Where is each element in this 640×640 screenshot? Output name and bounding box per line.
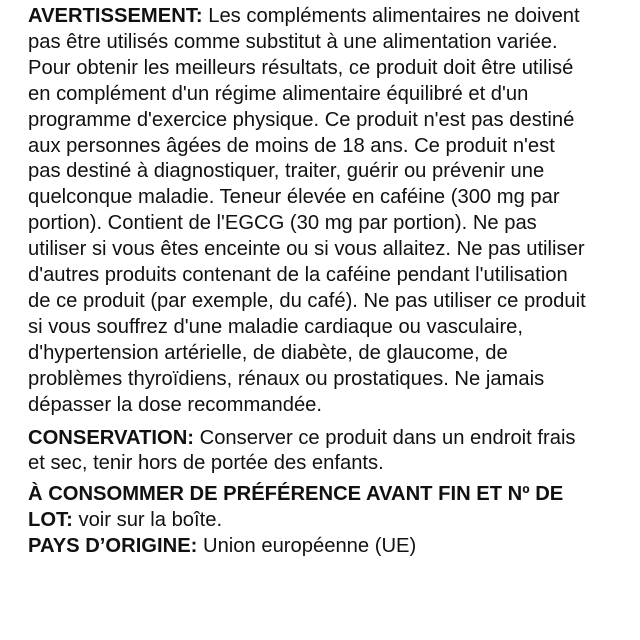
best-before-heading: À CONSOMMER DE PRÉFÉRENCE AVANT FIN ET Nº DE LOT: [28, 483, 564, 532]
warning-text: Les compléments alimentaires ne doivent pas être utilisés comme substitut à une alimentation variée. Pour obtenir les meilleurs résultats, ce produit doit être utilisé en complément d'un régime alimentaire équilibré et d'un programme d'exercice physique. Ce produit n'est pas destiné aux personnes âgées de moins de 18 ans. Ce produit n'est pas destiné à diagnostiquer, traiter, guérir ou prévenir une quelconque maladie. Teneur élevée en caféine (300 mg par portion). Contient de l'EGCG (30 mg par portion). Ne pas utiliser si vous êtes enceinte ou si vous allaitez. Ne pas utiliser d'autres produits contenant de la caféine pendant l'utilisation de ce produit (par exemple, du café). Ne pas utiliser ce produit si vous souffrez d'une maladie cardiaque ou vasculaire, d'hypertension artérielle, de diabète, de glaucome, de problèmes thyroïdiens, rénaux ou prostatiques. Ne jamais dépasser la dose recommandée. [28, 5, 586, 416]
storage-paragraph [28, 426, 588, 478]
warning-paragraph [28, 4, 588, 419]
storage-text: Conserver ce produit dans un endroit frais et sec, tenir hors de portée des enfants. [28, 426, 576, 475]
warning-heading: AVERTISSEMENT: [28, 5, 203, 27]
product-label-text [28, 4, 588, 560]
origin-heading: PAYS D’ORIGINE: [28, 535, 198, 558]
best-before-text: voir sur la boîte. [78, 509, 223, 532]
origin-text: Union européenne (UE) [203, 535, 417, 558]
origin-paragraph [28, 534, 588, 560]
best-before-paragraph [28, 482, 588, 534]
storage-heading: CONSERVATION: [28, 426, 194, 449]
